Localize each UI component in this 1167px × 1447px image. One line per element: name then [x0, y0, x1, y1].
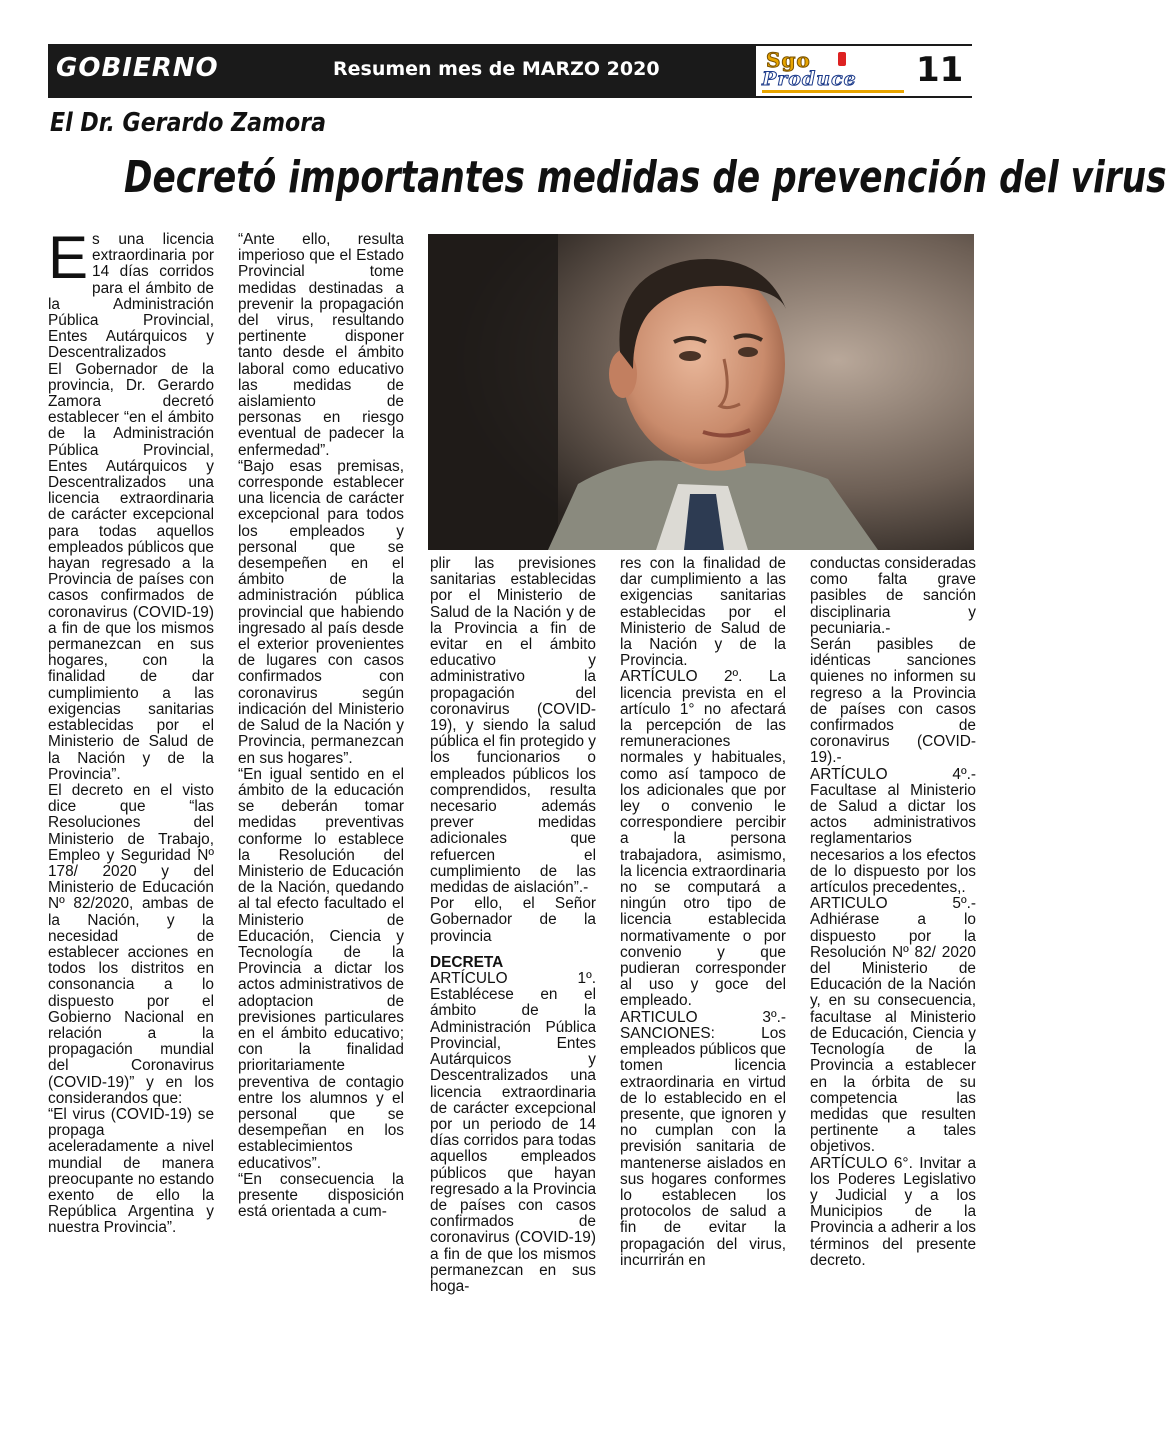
article-column-2	[238, 232, 404, 1220]
column-paragraph: “En consecuencia la presente disposición está orientada a cum-	[238, 1170, 404, 1221]
column-paragraph: conductas consideradas como falta grave pasibles de sanción disciplinaria y pecuniaria.-	[810, 555, 976, 637]
decree-subhead: DECRETA	[430, 953, 504, 971]
logo-text-top: Sgo	[766, 48, 811, 72]
column-paragraph: ARTÍCULO 6°. Invitar a los Poderes Legislativo y Judicial y a los Municipios de la Provincia a adherir a los términos del presente decreto.	[810, 1154, 976, 1269]
logo-dot-icon	[838, 52, 846, 66]
column-paragraph: res con la finalidad de dar cumplimiento a las exigencias sanitarias establecidas por el Ministerio de Salud de la Nación y de la Provincia.	[620, 555, 786, 670]
column-paragraph: “En igual sentido en el ámbito de la educación se deberán tomar medidas preventivas conforme lo establece la Resolución del Ministerio de Educación de la Nación, quedando al tal efecto facultado el Ministerio de Educación, Ciencia y Tecnología de la Provincia a dictar los actos administrativos de adoptacion de previsiones particulares en el ámbito educativo; con la finalidad prioritariamente preventiva de contagio entre los alumnos y el personal que se desempeñan en los establecimientos educativos”.	[238, 765, 404, 1172]
article-column-3	[430, 556, 596, 1295]
column-paragraph: ARTÍCULO 1º. Establécese en el ámbito de la Administración Pública Provincial, Entes Autárquicos y Descentralizados una licencia extraordinaria de carácter excepcional por un periodo de 14 días corridos para todas aquellos empleados públicos que hayan regresado a la Provincia de países con casos confirmados de coronavirus (COVID-19) a fin de que los mismos permanezcan en sus hoga-	[430, 970, 596, 1295]
article-column-4	[620, 556, 786, 1269]
article-kicker: El Dr. Gerardo Zamora	[50, 108, 327, 138]
column-paragraph: ARTÍCULO 2º. La licencia prevista en el artículo 1° no afectará la percepción de las remuneraciones normales y habituales, como así tampoco de los adicionales que por ley o convenio le correspondiere percibir a la persona trabajadora, asimismo, la licencia extraordinaria no se computará a ningún otro tipo de licencia establecida normativamente o por convenio y que pudieran corresponder al uso y goce del empleado.	[620, 668, 786, 1010]
column-paragraph: plir las previsiones sanitarias establecidas por el Ministerio de Salud de la Nación y de la Provincia a fin de evitar en el ámbito educativo y administrativo la propagación del coronavirus (COVID-19), y siendo la salud pública el fin protegido y los funcionarios o empleados públicos los comprendidos, resulta necesario además prever medidas adicionales que refuercen el cumplimiento de las medidas de aislación”.-	[430, 555, 596, 897]
column-paragraph: El Gobernador de la provincia, Dr. Gerardo Zamora decretó establecer “en el ámbito de la Administración Pública Provincial, Entes Autárquicos y Descentralizados una licencia extraordinaria de carácter excepcional para todas aquellos empleados públicos que hayan regresado a la Provincia de países con casos confirmados de coronavirus (COVID-19) a fin de que los mismos permanezcan en sus hogares, con la finalidad de dar cumplimiento a las exigencias sanitarias establecidas por el Ministerio de Salud de la Nación y de la Provincia”.	[48, 360, 214, 783]
article-column-1	[48, 224, 215, 1237]
article-photo	[428, 234, 974, 550]
page-header	[48, 44, 972, 98]
column-paragraph: Por ello, el Señor Gobernador de la provincia	[430, 895, 596, 945]
column-paragraph: “Bajo esas premisas, corresponde establecer una licencia de carácter excepcional para todos los empleados y personal que se desempeñen en el ámbito de la administración pública provincial que habiendo ingresado al país desde el exterior provenientes de lugares con casos confirmados con coronavirus según indicación del Ministerio de Salud de la Nación y Provincia, permanezcan en sus hogares”.	[238, 457, 404, 767]
column-paragraph: ARTÍCULO 4º.- Facultase al Ministerio de Salud a dictar los actos administrativos reglamentarios necesarios a los efectos de lo dispuesto por los artículos precedentes,.	[810, 765, 976, 897]
logo-underline	[762, 90, 904, 93]
column-paragraph: El decreto en el visto dice que “las Resoluciones del Ministerio de Trabajo, Empleo y Seguridad Nº 178/ 2020 y del Ministerio de Educación Nº 82/2020, ambas de la Nación, y la necesidad de establecer acciones en todos los distritos en consonancia a lo dispuesto por el Gobierno Nacional en relación a la propagación mundial del Coronavirus (COVID-19)” y en los considerandos que:	[48, 781, 214, 1107]
publication-logo	[754, 46, 974, 96]
paragraph-text: s una licencia extraordinaria por 14 días corridos para el ámbito de la Administración Pública Provincial, Entes Autárquicos y Descentralizados	[48, 231, 214, 362]
column-paragraph: “El virus (COVID-19) se propaga aceleradamente a nivel mundial de manera preocupante no estando exento de ello la República Argentina y nuestra Provincia”.	[48, 1105, 215, 1237]
article-column-5	[810, 556, 976, 1269]
column-paragraph: ARTICULO 3º.- SANCIONES: Los empleados públicos que tomen licencia extraordinaria en virtud de lo establecido en el presente, que ignoren y no cumplan con la previsión sanitaria de mantenerse aislados en sus hogares conformes lo establecen los protocolos de salud a fin de evitar la propagación del virus, incurrirán en	[620, 1008, 786, 1269]
page-number: 11	[916, 50, 964, 90]
column-paragraph: Serán pasibles de idénticas sanciones quienes no informen su regreso a la Provincia de países con casos confirmados de coronavirus (COVID-19).-	[810, 636, 976, 767]
column-paragraph: “Ante ello, resulta imperioso que el Estado Provincial tome medidas destinadas a prevenir la propagación del virus, resultando pertinente disponer tanto desde el ámbito laboral como educativo las medidas de aislamiento de personas en riesgo eventual de padecer la enfermedad”.	[238, 231, 404, 459]
drop-cap: E	[48, 224, 89, 291]
section-label: GOBIERNO	[56, 53, 219, 83]
column-paragraph	[48, 224, 214, 362]
article-headline: Decretó importantes medidas de prevención del virus	[124, 152, 1167, 203]
portrait-illustration	[428, 234, 974, 550]
issue-summary: Resumen mes de MARZO 2020	[333, 58, 660, 80]
logo-text-bottom: Produce	[762, 68, 857, 90]
column-paragraph: ARTICULO 5º.- Adhiérase a lo dispuesto por la Resolución Nº 82/ 2020 del Ministerio de Educación de la Nación y, en su consecuencia, facultase al Ministerio de Educación, Ciencia y Tecnología de la Provincia a establecer en la órbita de su competencia las medidas que resulten pertinente a tales objetivos.	[810, 895, 976, 1156]
